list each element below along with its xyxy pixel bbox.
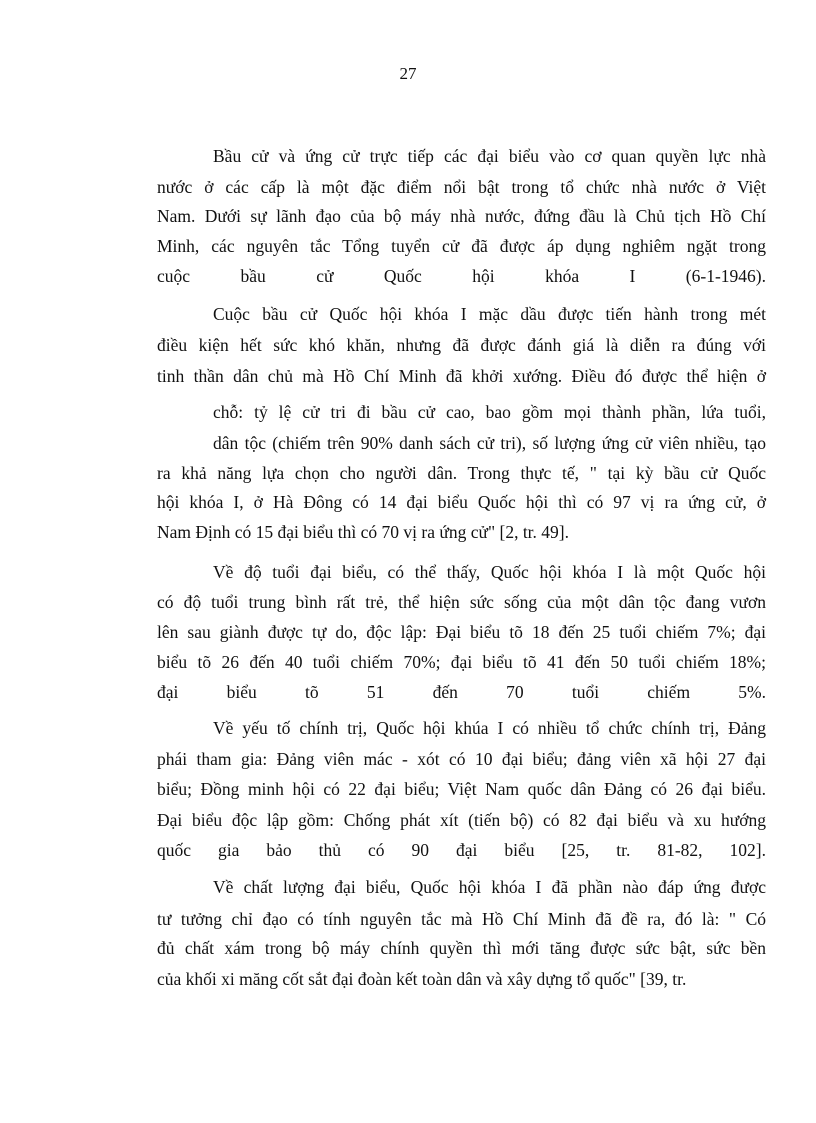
text-line: Về độ tuổi đại biểu, có thể thấy, Quốc hội khóa I là một Quốc hội (213, 562, 766, 582)
text-line: tư tưởng chỉ đạo có tính nguyên tắc mà Hồ Chí Minh đã đề ra, đó là: " Có (157, 909, 766, 929)
text-line: dân tộc (chiếm trên 90% danh sách cử tri), số lượng ứng cử viên nhiều, tạo (213, 433, 766, 453)
text-line: Về chất lượng đại biểu, Quốc hội khóa I đã phần nào đáp ứng được (213, 877, 766, 897)
text-line: đại biểu tõ 51 đến 70 tuổi chiếm 5%. (157, 682, 766, 702)
text-line: phái tham gia: Đảng viên mác - xót có 10 đại biểu; đảng viên xã hội 27 đại (157, 749, 766, 769)
text-line: biểu; Đồng minh hội có 22 đại biểu; Việt Nam quốc dân Đảng có 26 đại biểu. (157, 779, 766, 799)
text-line: quốc gia bảo thủ có 90 đại biểu [25, tr. 81-82, 102]. (157, 840, 766, 860)
text-line: Nam Định có 15 đại biểu thì có 70 vị ra ứng cử" [2, tr. 49]. (157, 522, 570, 542)
text-line: lên sau giành được tự do, độc lập: Đại biểu tõ 18 đến 25 tuổi chiếm 7%; đại (157, 622, 766, 642)
text-line: nước ở các cấp là một đặc điểm nổi bật trong tổ chức nhà nước ở Việt (157, 177, 766, 197)
text-line: cuộc bầu cử Quốc hội khóa I (6-1-1946). (157, 266, 766, 286)
text-line: Nam. Dưới sự lãnh đạo của bộ máy nhà nước, đứng đầu là Chủ tịch Hồ Chí (157, 206, 766, 226)
text-line: đủ chất xám trong bộ máy chính quyền thì mới tăng được sức bật, sức bền (157, 938, 766, 958)
page-number: 27 (399, 64, 417, 83)
text-line: điều kiện hết sức khó khăn, nhưng đã được đánh giá là diễn ra đúng với (157, 335, 766, 355)
text-line: biểu tõ 26 đến 40 tuổi chiếm 70%; đại biểu tõ 41 đến 50 tuổi chiếm 18%; (157, 652, 766, 672)
text-line: Minh, các nguyên tắc Tổng tuyển cử đã được áp dụng nghiêm ngặt trong (157, 236, 766, 256)
text-line: Bầu cử và ứng cử trực tiếp các đại biểu vào cơ quan quyền lực nhà (213, 146, 766, 166)
text-line: Về yếu tố chính trị, Quốc hội khúa I có nhiều tổ chức chính trị, Đảng (213, 718, 766, 738)
text-line: ra khả năng lựa chọn cho người dân. Trong thực tế, " tại kỳ bầu cử Quốc (157, 463, 766, 483)
text-line: chỗ: tỷ lệ cử tri đi bầu cử cao, bao gồm mọi thành phần, lứa tuổi, (213, 402, 766, 422)
text-line: hội khóa I, ở Hà Đông có 14 đại biểu Quốc hội thì có 97 vị ra ứng cử, ở (157, 492, 766, 512)
text-line: Cuộc bầu cử Quốc hội khóa I mặc dầu được tiến hành trong mét (213, 304, 766, 324)
text-line: của khối xi măng cốt sắt đại đoàn kết toàn dân và xây dựng tổ quốc" [39, tr. (157, 969, 687, 989)
text-line: tinh thần dân chủ mà Hồ Chí Minh đã khởi xướng. Điều đó được thể hiện ở (157, 366, 766, 386)
text-line: Đại biểu độc lập gồm: Chống phát xít (tiến bộ) có 82 đại biểu và xu hướng (157, 810, 766, 830)
text-line: có độ tuổi trung bình rất trẻ, thể hiện sức sống của một dân tộc đang vươn (157, 592, 766, 612)
